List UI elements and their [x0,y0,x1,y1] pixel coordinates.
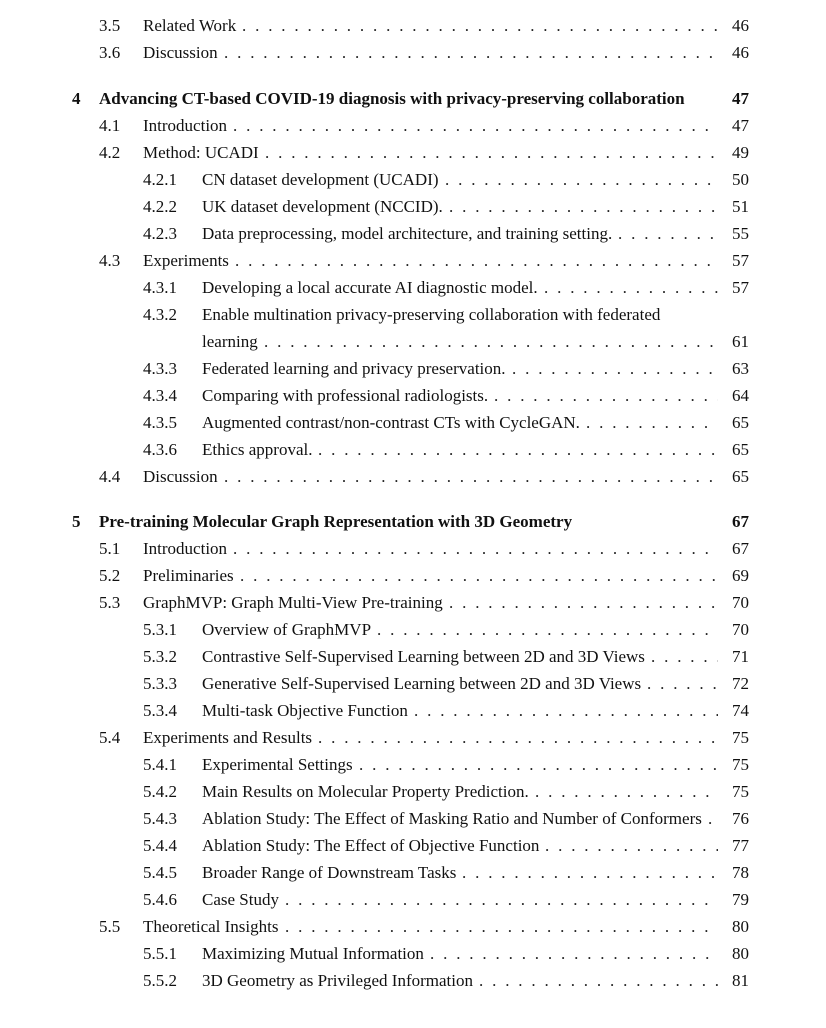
toc-entry-number: 5.4.4 [143,836,177,855]
toc-entry-page: 77 [732,836,749,855]
toc-entry[interactable] [0,967,826,994]
toc-entry[interactable] [0,940,826,967]
toc-entry-title: Advancing CT-based COVID-19 diagnosis with privacy-preserving collaboration [99,89,685,108]
toc-entry-number: 4.3.4 [143,386,177,405]
toc-entry-page: 75 [732,755,749,774]
toc-entry-title: Broader Range of Downstream Tasks [202,863,457,882]
dot-leader [647,670,718,697]
toc-entry-number: 4.3.6 [143,440,177,459]
dot-leader [318,724,718,751]
toc-entry-page: 46 [732,43,749,62]
toc-entry-title: Maximizing Mutual Information [202,944,424,963]
toc-entry-title: Ethics approval. [202,440,313,459]
toc-entry-title: Experiments and Results [143,728,313,747]
toc-entry[interactable] [0,139,826,166]
toc-entry-number: 5.3.2 [143,647,177,666]
toc-entry-page: 80 [732,917,749,936]
toc-entry-page: 76 [732,809,749,828]
toc-entry-number: 3.6 [99,43,121,62]
dot-leader [233,535,718,562]
toc-entry-number: 5 [72,512,81,531]
dot-leader [224,463,718,490]
dot-leader [449,589,718,616]
toc-entry-page: 67 [732,512,749,531]
toc-entry-title: Multi-task Objective Function [202,701,408,720]
toc-entry-page: 49 [732,143,749,162]
toc-entry-page: 63 [732,359,749,378]
dot-leader [708,805,718,832]
toc-entry-page: 70 [732,620,749,639]
toc-entry-title: Introduction [143,539,228,558]
toc-entry-number: 5.3.3 [143,674,177,693]
toc-entry-page: 57 [732,251,749,270]
toc-entry[interactable] [0,436,826,463]
toc-entry[interactable] [0,274,826,301]
dot-leader [235,247,718,274]
toc-entry[interactable] [0,751,826,778]
toc-entry-page: 65 [732,440,749,459]
toc-entry[interactable] [0,301,826,328]
toc-entry[interactable] [0,589,826,616]
toc-entry-title: Pre-training Molecular Graph Representation with 3D Geometry [99,512,573,531]
toc-entry[interactable] [0,39,826,66]
toc-entry-page: 75 [732,728,749,747]
toc-entry-page: 64 [732,386,749,405]
toc-entry-page: 71 [732,647,749,666]
toc-entry[interactable] [0,805,826,832]
toc-entry-title: Method: UCADI [143,143,259,162]
toc-entry-number: 4.3.2 [143,305,177,324]
toc-entry-title: Contrastive Self-Supervised Learning between 2D and 3D Views [202,647,645,666]
toc-entry[interactable] [0,193,826,220]
toc-entry-page: 47 [732,116,749,135]
dot-leader [240,562,718,589]
toc-entry-number: 5.3.1 [143,620,177,639]
toc-entry[interactable] [0,220,826,247]
toc-entry-number: 5.4.5 [143,863,177,882]
toc-entry-title: Enable multination privacy-preserving collaboration with federated [202,305,661,324]
toc-entry[interactable] [0,778,826,805]
toc-entry-title-continuation: learning [202,332,258,351]
toc-entry-page: 67 [732,539,749,558]
toc-entry-page: 65 [732,467,749,486]
toc-entry-page: 46 [732,16,749,35]
dot-leader [224,39,718,66]
toc-entry-page: 50 [732,170,749,189]
toc-entry[interactable] [0,643,826,670]
dot-leader [544,274,718,301]
toc-entry[interactable] [0,409,826,436]
toc-entry-page: 70 [732,593,749,612]
dot-leader [494,382,718,409]
toc-entry-page: 75 [732,782,749,801]
dot-leader [535,778,718,805]
toc-entry-number: 4.4 [99,467,121,486]
toc-entry-title: Ablation Study: The Effect of Objective Function [202,836,540,855]
dot-leader [265,139,718,166]
toc-entry-title: Federated learning and privacy preservation. [202,359,506,378]
toc-entry[interactable] [0,616,826,643]
toc-entry[interactable] [0,859,826,886]
toc-entry-title: Discussion [143,467,218,486]
toc-entry-title: 3D Geometry as Privileged Information [202,971,473,990]
toc-entry-number: 4.1 [99,116,121,135]
dot-leader [445,166,718,193]
toc-entry-page: 65 [732,413,749,432]
toc-entry[interactable] [0,382,826,409]
toc-entry-title: Generative Self-Supervised Learning between 2D and 3D Views [202,674,642,693]
dot-leader [512,355,718,382]
dot-leader [586,409,718,436]
toc-entry-number: 5.5 [99,917,121,936]
toc-entry-number: 4.2.2 [143,197,177,216]
toc-entry-page: 61 [732,332,749,351]
toc-entry[interactable] [0,724,826,751]
toc-entry-title: UK dataset development (NCCID). [202,197,443,216]
dot-leader [242,12,718,39]
toc-entry-page: 81 [732,971,749,990]
dot-leader [414,697,718,724]
toc-entry-page: 78 [732,863,749,882]
toc-entry-page: 51 [732,197,749,216]
toc-entry-title: Introduction [143,116,228,135]
toc-entry-title: Overview of GraphMVP [202,620,372,639]
toc-entry-title: CN dataset development (UCADI) [202,170,439,189]
dot-leader [359,751,718,778]
toc-entry-number: 4.2.3 [143,224,177,243]
toc-entry-number: 5.4.2 [143,782,177,801]
toc-entry-number: 4.3.5 [143,413,177,432]
toc-entry[interactable] [0,886,826,913]
toc-entry-number: 5.4.6 [143,890,177,909]
toc-entry-number: 4.3.1 [143,278,177,297]
dot-leader [479,967,718,994]
toc-entry-page: 79 [732,890,749,909]
toc-entry-number: 5.4.1 [143,755,177,774]
toc-entry-number: 4.2 [99,143,121,162]
dot-leader [285,886,718,913]
toc-entry-number: 5.1 [99,539,121,558]
toc-entry[interactable] [0,697,826,724]
toc-entry-page: 72 [732,674,749,693]
dot-leader [651,643,718,670]
toc-entry[interactable] [0,562,826,589]
toc-entry-page: 74 [732,701,749,720]
toc-entry-page: 47 [732,89,749,108]
toc-entry-number: 5.4.3 [143,809,177,828]
toc-entry-title: Data preprocessing, model architecture, and training setting. [202,224,613,243]
toc-entry[interactable] [0,166,826,193]
toc-entry-title: Ablation Study: The Effect of Masking Ratio and Number of Conformers [202,809,702,828]
toc-entry-number: 5.5.1 [143,944,177,963]
toc-entry[interactable] [0,12,826,39]
toc-entry-number: 5.4 [99,728,121,747]
toc-entry-number: 5.3 [99,593,121,612]
toc-entry-title: Experimental Settings [202,755,353,774]
toc-entry-title: Experiments [143,251,229,270]
toc-entry-title: Comparing with professional radiologists. [202,386,489,405]
toc-entry[interactable] [0,832,826,859]
toc-entry-title: Preliminaries [143,566,234,585]
toc-entry-page: 69 [732,566,749,585]
toc-entry[interactable] [0,355,826,382]
toc-entry-number: 4.3.3 [143,359,177,378]
toc-entry-page: 57 [732,278,749,297]
dot-leader [318,436,718,463]
toc-entry-number: 4.2.1 [143,170,177,189]
dot-leader [618,220,718,247]
toc-entry-title: Case Study [202,890,279,909]
toc-chapter-entry[interactable] [0,508,826,535]
dot-leader [233,112,718,139]
toc-entry-continuation[interactable] [0,328,826,355]
toc-entry-title: Related Work [143,16,237,35]
toc-entry-number: 5.3.4 [143,701,177,720]
toc-entry[interactable] [0,913,826,940]
toc-entry-title: GraphMVP: Graph Multi-View Pre-training [143,593,443,612]
toc-entry-title: Main Results on Molecular Property Prediction. [202,782,529,801]
toc-chapter-entry[interactable] [0,85,826,112]
toc-entry-page: 55 [732,224,749,243]
toc-entry[interactable] [0,112,826,139]
dot-leader [462,859,718,886]
toc-entry[interactable] [0,670,826,697]
dot-leader [449,193,718,220]
dot-leader [545,832,718,859]
toc-entry-title: Augmented contrast/non-contrast CTs with CycleGAN. [202,413,580,432]
toc-entry[interactable] [0,247,826,274]
toc-entry-number: 4 [72,89,81,108]
dot-leader [264,328,718,355]
toc-entry-number: 5.5.2 [143,971,177,990]
toc-entry-number: 5.2 [99,566,121,585]
toc-entry-title: Developing a local accurate AI diagnostic model. [202,278,538,297]
dot-leader [377,616,718,643]
toc-entry-title: Discussion [143,43,218,62]
toc-entry-page: 80 [732,944,749,963]
toc-entry-number: 3.5 [99,16,121,35]
toc-entry[interactable] [0,535,826,562]
dot-leader [430,940,718,967]
toc-entry-number: 4.3 [99,251,121,270]
dot-leader [285,913,718,940]
toc-entry[interactable] [0,463,826,490]
toc-entry-title: Theoretical Insights [143,917,279,936]
